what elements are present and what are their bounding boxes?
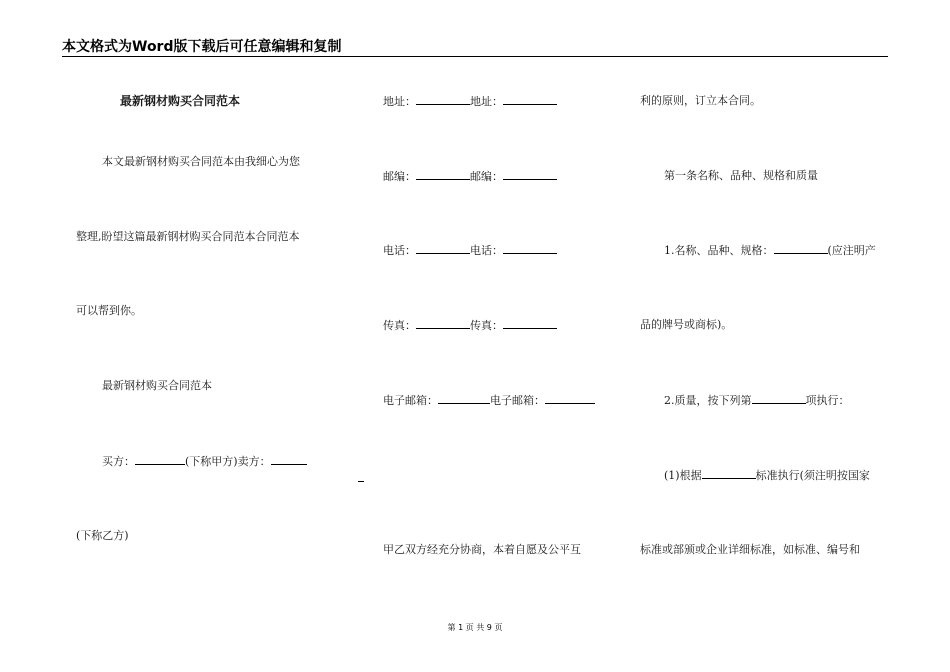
phone-label-b: 电话： [470, 244, 503, 257]
zip-line [383, 169, 557, 184]
phone-label-a: 电话： [383, 244, 416, 257]
phone-line [383, 243, 557, 258]
column-divider-mark [358, 481, 364, 482]
seller-suffix: (下称乙方) [76, 529, 129, 542]
sub-item-1-continuation: 标准或部颁或企业详细标准，如标准、编号和 [640, 543, 860, 556]
buyer-line [102, 454, 307, 469]
email-label-a: 电子邮箱： [383, 394, 438, 407]
item-2-blank [752, 393, 806, 404]
section-subtitle: 最新钢材购买合同范本 [102, 379, 212, 392]
principle-line: 利的原则，订立本合同。 [640, 94, 761, 107]
item-2-line [664, 393, 850, 408]
agreement-line: 甲乙双方经充分协商，本着自愿及公平互 [383, 543, 581, 556]
fax-blank-b [503, 318, 557, 329]
item-1-continuation: 品的牌号或商标)。 [640, 318, 733, 331]
sub-item-1-prefix: (1)根据 [664, 469, 702, 482]
address-line [383, 94, 557, 109]
intro-line-3: 可以帮到你。 [76, 304, 142, 317]
intro-line-2: 整理,盼望这篇最新钢材购买合同范本合同范本 [76, 230, 300, 243]
buyer-blank [135, 454, 185, 465]
phone-blank-a [416, 243, 470, 254]
item-1-prefix: 1.名称、品种、规格： [664, 244, 774, 257]
item-2-suffix: 项执行： [805, 394, 850, 407]
intro-line-1: 本文最新钢材购买合同范本由我细心为您 [102, 155, 300, 168]
sub-item-1-line [664, 468, 870, 483]
phone-blank-b [503, 243, 557, 254]
email-blank-b [545, 393, 595, 404]
seller-blank [271, 454, 307, 465]
email-line [383, 393, 595, 408]
document-title: 最新钢材购买合同范本 [120, 94, 241, 108]
item-1-suffix: (应注明产 [827, 244, 876, 257]
page-number-footer: 第 1 页 共 9 页 [447, 623, 503, 632]
fax-line [383, 318, 557, 333]
section-1-heading: 第一条名称、品种、规格和质量 [664, 169, 818, 182]
document-header: 本文格式为Word版下载后可任意编辑和复制 [62, 39, 342, 55]
email-blank-a [438, 393, 490, 404]
zip-blank-b [503, 169, 557, 180]
zip-blank-a [416, 169, 470, 180]
buyer-suffix: (下称甲方)卖方： [185, 455, 271, 468]
sub-item-1-suffix: 标准执行(须注明按国家 [755, 469, 870, 482]
item-1-line [664, 243, 876, 258]
fax-blank-a [416, 318, 470, 329]
item-1-blank [774, 243, 828, 254]
address-label-b: 地址： [470, 95, 503, 108]
header-divider [62, 56, 888, 57]
fax-label-b: 传真： [470, 319, 503, 332]
item-2-prefix: 2.质量，按下列第 [664, 394, 752, 407]
address-label-a: 地址： [383, 95, 416, 108]
address-blank-b [503, 94, 557, 105]
email-label-b: 电子邮箱： [490, 394, 545, 407]
sub-item-1-blank [702, 468, 756, 479]
zip-label-a: 邮编： [383, 170, 416, 183]
address-blank-a [416, 94, 470, 105]
zip-label-b: 邮编： [470, 170, 503, 183]
fax-label-a: 传真： [383, 319, 416, 332]
buyer-label: 买方： [102, 455, 135, 468]
